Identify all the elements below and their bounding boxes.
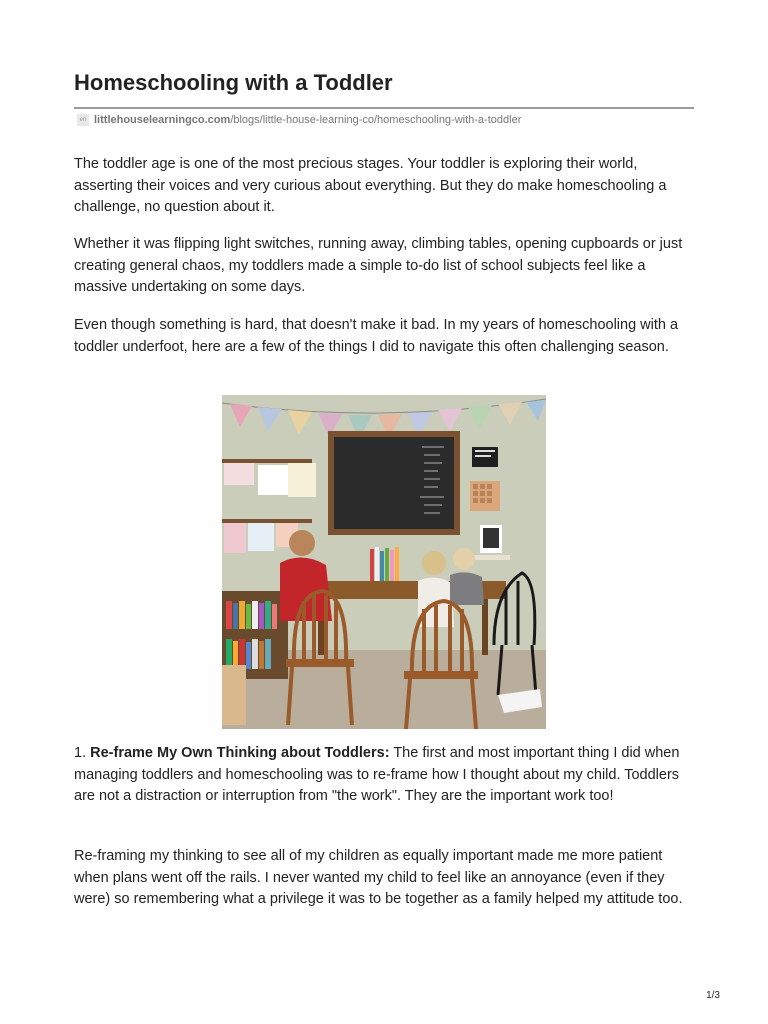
season-paragraph: Even though something is hard, that doesn't make it bad. In my years of homeschooling with a toddler underfoot, here are a few of the things I did to navigate this often challenging season. xyxy=(74,317,679,355)
list-item-reframe xyxy=(74,743,699,808)
list-item-text: The first and most important thing I did when managing toddlers and homeschooling was to re-frame how I thought about my child. Toddlers are not a distraction or interruption from "the work". They are the important work too! xyxy=(74,745,680,805)
list-number: 1. xyxy=(74,745,91,761)
page-title: Homeschooling with a Toddler xyxy=(74,70,393,95)
source-path[interactable]: /blogs/little-house-learning-co/homeschooling-with-a-toddler xyxy=(230,114,522,126)
source-domain[interactable]: littlehouselearningco.com xyxy=(94,114,231,126)
reframing-paragraph: Re-framing my thinking to see all of my children as equally important made me more patient when plans went off the rails. I never wanted my child to feel like an annoyance (even if they were) so remembering what a privilege it was to be together as a family helped my attitude too. xyxy=(74,848,683,908)
title-divider xyxy=(74,107,694,109)
page-number: 1/3 xyxy=(706,990,720,1001)
favicon-icon: en xyxy=(77,114,89,126)
intro-paragraph: The toddler age is one of the most precious stages. Your toddler is exploring their world, asserting their voices and very curious about everything. But they do make homeschooling a challenge, no question about it. xyxy=(74,156,667,216)
homeschool-photo xyxy=(222,395,546,729)
list-item-heading: Re-frame My Own Thinking about Toddlers: xyxy=(90,745,390,761)
chaos-paragraph: Whether it was flipping light switches, running away, climbing tables, opening cupboards or just creating general chaos, my toddlers made a simple to-do list of school subjects feel like a massive undertaking on some days. xyxy=(74,236,683,296)
source-link[interactable] xyxy=(77,114,521,126)
